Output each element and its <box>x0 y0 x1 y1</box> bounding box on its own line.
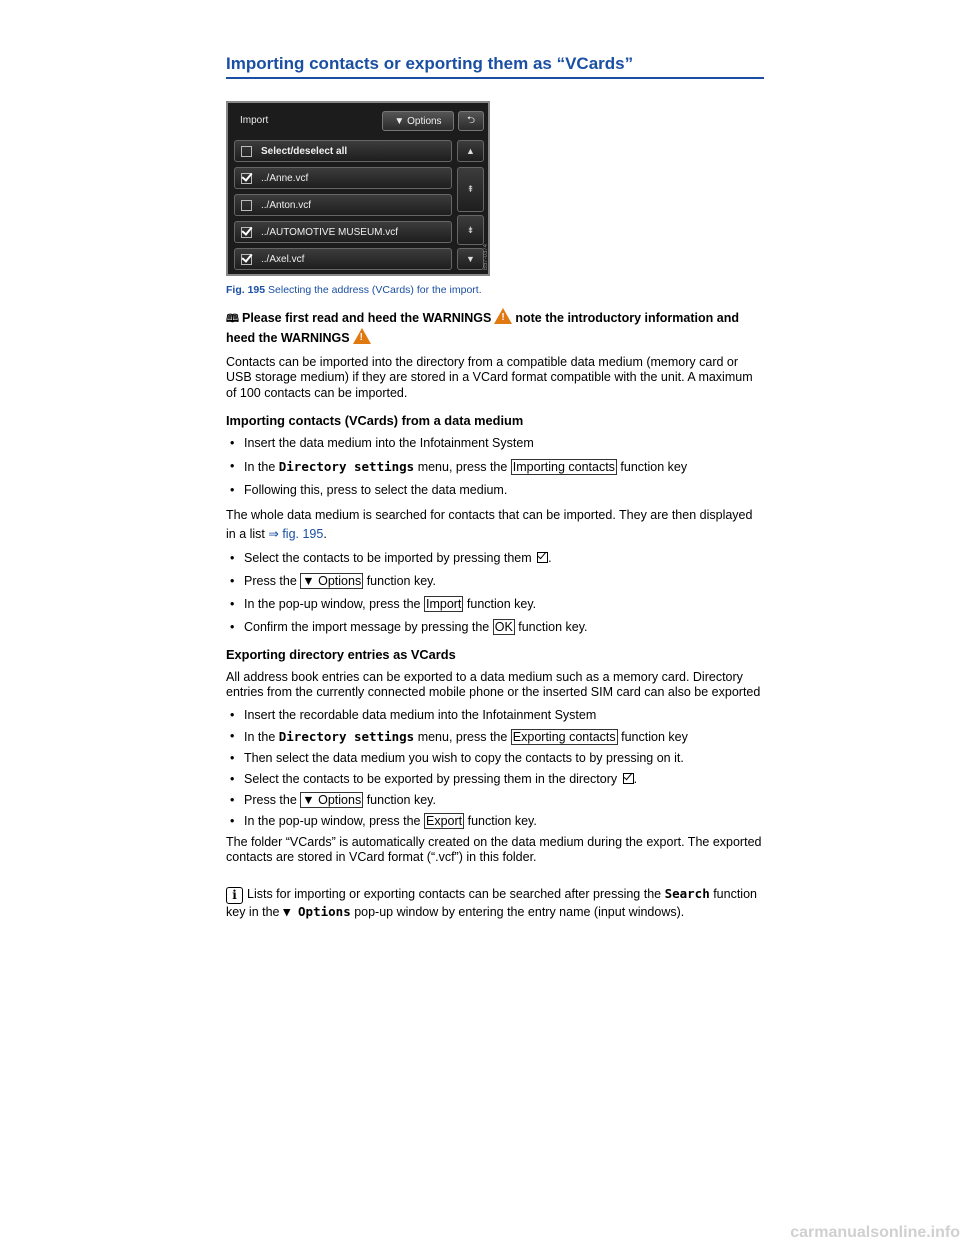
list-item: • In the pop-up window, press the Import function key. <box>226 597 764 612</box>
double-arrow-down-icon: ⇟ <box>466 224 475 235</box>
list-item: • Select the contacts to be exported by pressing them in the directory . <box>226 772 764 787</box>
figure-link[interactable]: ⇒ fig. 195 <box>268 527 324 542</box>
import-steps-2 <box>226 551 764 635</box>
import-heading: Importing contacts (VCards) from a data medium <box>226 412 524 428</box>
back-arrow-icon: ⮌ <box>466 114 475 126</box>
arrow-down-icon: ▼ <box>466 254 475 264</box>
list-item[interactable]: ../Anne.vcf <box>234 167 452 189</box>
import-steps <box>226 436 764 498</box>
checkbox-checked-icon <box>241 227 252 238</box>
list-item: • Insert the data medium into the Infotainment System <box>226 436 764 451</box>
arrow-up-icon: ▲ <box>466 146 475 156</box>
figure-code: B57-0374 <box>483 243 489 270</box>
screen-header <box>234 111 482 133</box>
note-paragraph: i Lists for importing or exporting contacts can be searched after pressing the Search function key in the ▼ Options pop-up window by entering the entry name (input windows). <box>226 885 757 919</box>
checkbox-unchecked-icon <box>241 146 252 157</box>
screen-title: Import <box>240 115 269 126</box>
export-heading: Exporting directory entries as VCards <box>226 646 456 662</box>
back-button[interactable] <box>458 111 484 131</box>
list-item: • Select the contacts to be imported by pressing them . <box>226 551 764 566</box>
list-item: • Press the ▼ Options function key. <box>226 793 764 808</box>
list-item[interactable]: ../Axel.vcf <box>234 248 452 270</box>
section-title: Importing contacts or exporting them as “VCards” <box>226 54 764 79</box>
list-item: • In the Directory settings menu, press the Exporting contacts function key <box>226 729 764 745</box>
options-key: ▼ Options <box>302 573 362 588</box>
list-item: • Confirm the import message by pressing the OK function key. <box>226 620 764 635</box>
export-paragraph-2: The folder “VCards” is automatically created on the data medium during the export. The exported contacts are stored in VCard format (“.vcf”) in this folder. <box>226 835 762 865</box>
export-paragraph: All address book entries can be exported to a data medium such as a memory card. Directory entries from the currently connected mobile phone or the inserted SIM card can also be exported <box>226 669 761 699</box>
export-key: Export <box>425 814 463 829</box>
scroll-down-button[interactable] <box>457 248 484 270</box>
double-arrow-up-icon: ⇞ <box>466 184 475 194</box>
scroll-up-button[interactable] <box>457 140 484 162</box>
list-item-select-all[interactable]: Select/deselect all <box>234 140 452 162</box>
list-item: • Press the ▼ Options function key. <box>226 574 764 589</box>
checkbox-unchecked-icon <box>241 200 252 211</box>
footer-watermark: carmanualsonline.info <box>790 1224 960 1241</box>
warning-intro: 🕮 Please first read and heed the WARNINGS! note the introductory information and heed the WARNINGS! <box>226 308 764 347</box>
checkbox-checked-icon <box>537 552 548 563</box>
list-item: • Following this, press to select the data medium. <box>226 483 764 498</box>
infotainment-screen-figure <box>226 101 490 276</box>
import-key: Import <box>425 596 462 611</box>
checkbox-checked-icon <box>241 254 252 265</box>
checkbox-checked-icon <box>623 773 634 784</box>
list-item: • Then select the data medium you wish to copy the contacts to by pressing on it. <box>226 751 764 766</box>
options-button[interactable]: ▼ Options <box>382 111 454 131</box>
page-up-button[interactable] <box>457 167 484 212</box>
page-content <box>226 54 764 920</box>
importing-contacts-key: Importing contacts <box>512 459 615 474</box>
warning-icon <box>494 308 512 324</box>
ok-key: OK <box>494 619 513 634</box>
figure-caption: Fig. 195 Selecting the address (VCards) for the import. <box>226 284 482 296</box>
list-item[interactable]: ../Anton.vcf <box>234 194 452 216</box>
list-item: • Insert the recordable data medium into the Infotainment System <box>226 708 764 723</box>
options-key: ▼ Options <box>302 793 362 808</box>
intro-paragraph: Contacts can be imported into the directory from a compatible data medium (memory card or USB storage medium) if they are stored in a VCard format compatible with the unit. A maximum of 100 contacts can be imported. <box>226 355 753 400</box>
page-down-button[interactable] <box>457 215 484 245</box>
export-steps <box>226 708 764 829</box>
list-item: • In the pop-up window, press the Export function key. <box>226 814 764 829</box>
info-icon: i <box>226 887 243 904</box>
exporting-contacts-key: Exporting contacts <box>512 730 616 745</box>
checkbox-checked-icon <box>241 173 252 184</box>
import-paragraph: The whole data medium is searched for contacts that can be imported. They are then displayed in a list ⇒ fig. 195. <box>226 507 753 542</box>
list-item[interactable]: ../AUTOMOTIVE MUSEUM.vcf <box>234 221 452 243</box>
book-icon: 🕮 <box>226 313 239 325</box>
list-item: • In the Directory settings menu, press the Importing contacts function key <box>226 459 764 475</box>
warning-icon <box>353 328 371 344</box>
